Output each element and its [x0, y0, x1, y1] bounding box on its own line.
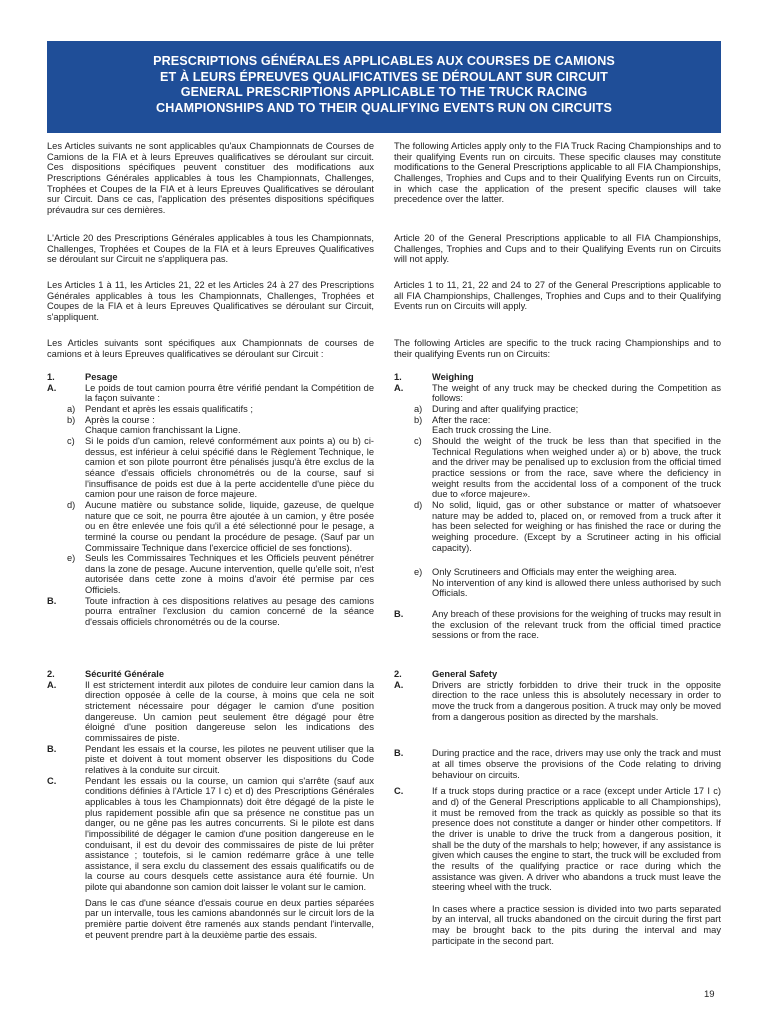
- fr-s1-e: e) Seuls les Commissaires Techniques et les Officiels peuvent pénétrer dans la zone de pesage. Aucune intervention, quelle qu'elle soit, n'est autorisée dans cette zone à moins d'avoir été permise par ces Officiels.: [67, 553, 374, 596]
- en-s1-e-cont: No intervention of any kind is allowed there unless authorised by such Officials.: [432, 577, 721, 599]
- fr-s1-heading: 1. Pesage: [47, 372, 118, 382]
- en-s1-heading: 1. Weighing: [394, 372, 474, 382]
- fr-intro-3: Les Articles 1 à 11, les Articles 21, 22 et les Articles 24 à 27 des Prescriptions Générales applicables à tous les Championnats, Challenges, Trophées et Coupes de la FIA et à leurs Epreuves Qualificatives se déroulant sur Circuit, s'appliquent.: [47, 280, 374, 322]
- en-intro-4: The following Articles are specific to the truck racing Championships and to their qualifying Events run on Circuits:: [394, 338, 721, 359]
- title-fr-line-2: ET À LEURS ÉPREUVES QUALIFICATIVES SE DÉROULANT SUR CIRCUIT: [160, 69, 608, 84]
- fr-section-2: [47, 669, 374, 940]
- en-s1-d: d) No solid, liquid, gas or other substance or matter of whatsoever nature may be added to, placed on, or removed from a truck after it has been selected for weighing or has finished the race or during the weighing procedure. (Except by a Scrutineer acting in his official capacity).: [414, 499, 721, 553]
- fr-intro-2: L'Article 20 des Prescriptions Générales applicables à tous les Championnats, Challenges, Trophées et Coupes de la FIA et à leurs Epreuves Qualificatives se déroulant sur Circuit ne s'appliquera pas.: [47, 233, 374, 265]
- en-s2-C: C. If a truck stops during practice or a race (except under Article 17 I c) and d) of the General Prescriptions applicable to all Championships), it must be removed from the track as quickly as possible so that its presence does not constitute a danger or hinder other competitors. If the driver is unable to drive the truck from a dangerous position, it shall be the duty of the marshals to help; however, if any assistance is given which causes the engine to start, the truck will be excluded from the results of the qualifying practice or race during which the assistance was given. A driver who abandons a truck must leave the steering wheel with the truck.: [394, 786, 721, 893]
- en-s2-heading: 2. General Safety: [394, 669, 498, 679]
- fr-s1-a: a) Pendant et après les essais qualificatifs ;: [67, 403, 253, 414]
- en-s2-A: A. Drivers are strictly forbidden to drive their truck in the opposite direction to the race unless this is absolutely necessary in order to move the truck from a dangerous position. A truck may only be moved from a dangerous position as directed by the marshals.: [394, 679, 721, 722]
- en-s2-C2: In cases where a practice session is divided into two parts separated by an interval, all trucks abandoned on the circuit during the first part may be brought back to the pits during the interval and may participate in the second part.: [432, 903, 721, 946]
- en-intro-1: The following Articles apply only to the FIA Truck Racing Championships and to their qualifying Events run on circuits. These specific clauses may constitute modifications to the General Prescriptions applicable to all FIA Championships, Challenges, Trophies and Cups and to their Qualifying Events run on Circuits, in which case the application of the present specific clauses will take precedence over the latter.: [394, 141, 721, 205]
- en-section-2: [394, 669, 721, 946]
- en-s1-b-cont: Each truck crossing the Line.: [432, 425, 552, 436]
- fr-s2-C2: Dans le cas d'une séance d'essais courue en deux parties séparées par un intervalle, tous les camions abandonnés sur le circuit lors de la première partie doivent être ramenés aux stands pendant l'intervalle, et peuvent prendre part à la deuxième partie des essais.: [85, 897, 374, 940]
- en-section-1: [394, 372, 721, 641]
- fr-s1-B: B. Toute infraction à ces dispositions relatives au pesage des camions pourra entraîner l'exclusion du camion concerné de la séance d'essais officiels chronométrés ou de la course.: [47, 595, 374, 628]
- en-s1-b: b) After the race:: [414, 414, 491, 425]
- fr-s1-b: b) Après la course :: [67, 414, 155, 425]
- title-banner: [47, 41, 721, 133]
- en-s1-B: B. Any breach of these provisions for the weighing of trucks may result in the exclusion of the relevant truck from the official timed practice sessions or from the race.: [394, 609, 721, 641]
- fr-intro-4: Les Articles suivants sont spécifiques aux Championnats de courses de camions et à leurs Epreuves qualificatives se déroulant sur Circuit :: [47, 338, 374, 359]
- fr-intro-1: Les Articles suivants ne sont applicables qu'aux Championnats de Courses de Camions de la FIA et à leurs Epreuves qualificatives se déroulant sur circuit. Ces dispositions spécifiques peuvent constituer des modifications aux Prescriptions Générales applicables à tous les Championnats, Challenges, Trophées et Coupes de la FIA et à leurs Epreuves Qualificatives se déroulant sur Circuit. Dans ce cas, l'application des présentes dispositions spécifiques prévaudra sur ces dernières.: [47, 141, 374, 215]
- en-s1-a: a) During and after qualifying practice;: [414, 403, 579, 414]
- title-en-line-2: CHAMPIONSHIPS AND TO THEIR QUALIFYING EVENTS RUN ON CIRCUITS: [156, 100, 612, 115]
- en-s1-A: A. The weight of any truck may be checked during the Competition as follows:: [394, 382, 721, 404]
- fr-s1-c: c) Si le poids d'un camion, relevé conformément aux points a) ou b) ci-dessus, est inférieur à celui spécifié dans le Règlement Technique, le camion et son pilote pourront être pénalisés jusqu'à être exclus de la séance d'essais officiels chronométrés ou de la course, sauf si l'insuffisance de poids est due à la perte accidentelle d'une pièce du camion pour une raison de force majeure.: [67, 435, 374, 500]
- fr-section-1: [47, 372, 374, 628]
- fr-s1-b-cont: Chaque camion franchissant la Ligne.: [85, 425, 241, 436]
- title-fr-line-1: PRESCRIPTIONS GÉNÉRALES APPLICABLES AUX COURSES DE CAMIONS: [153, 54, 615, 68]
- fr-s1-A: A. Le poids de tout camion pourra être vérifié pendant la Compétition de la façon suivante :: [47, 382, 374, 404]
- en-s1-c: c) Should the weight of the truck be less than that specified in the Technical Regulations when weighed under a) or b) above, the truck and the driver may be penalised up to exclusion from the official timed practice sessions or from the race, save where the deficiency in weight results from the accidental loss of a component of the truck due to «force majeure».: [414, 435, 721, 500]
- page-number: 19: [704, 989, 715, 1000]
- fr-s2-B: B. Pendant les essais et la course, les pilotes ne peuvent utiliser que la piste et doivent à tout moment observer les dispositions du Code relatives à la conduite sur circuit.: [47, 743, 374, 775]
- en-intro-2: Article 20 of the General Prescriptions applicable to all FIA Championships, Challenges, Trophies and Cups and to their Qualifying Events run on Circuits will not apply.: [394, 233, 721, 265]
- fr-s1-d: d) Aucune matière ou substance solide, liquide, gazeuse, de quelque nature que ce soit, ne pourra être ajoutée à un camion, y être posée ou en être enlevée une fois qu'il a été sélectionné pour le pesage, a terminé la course ou pendant la procédure de pesage. (Sauf par un Commissaire Technique dans l'exercice officiel de ses fonctions).: [67, 499, 374, 553]
- fr-s2-A: A. Il est strictement interdit aux pilotes de conduire leur camion dans la direction opposée à celle de la course, à moins que cela ne soit strictement nécessaire pour dégager le camion d'une position dangereuse. Un camion peut seulement être dégagé pour être éloigné d'une position dangereuse selon les indications des commissaires de piste.: [47, 679, 374, 743]
- en-s1-e: e) Only Scrutineers and Officials may enter the weighing area.: [414, 567, 677, 578]
- fr-s2-C: C. Pendant les essais ou la course, un camion qui s'arrête (sauf aux conditions définies à l'Article 17 I c) et d) des Prescriptions Générales applicables à tous les Championnats) doit être dégagé de la piste le plus rapidement possible afin que sa présence ne constitue pas un danger, ou ne gêne pas les autres concurrents. Si le pilote est dans l'impossibilité de dégager le camion d'une position dangereuse en le conduisant, il est du devoir des commissaires de piste de lui prêter assistance ; toutefois, si le camion redémarre grâce à une telle assistance, il sera exclu du classement des essais qualificatifs ou de la course au cours desquels cette assistance aura été fournie. Un pilote qui abandonne son camion doit laisser le volant sur le camion.: [47, 775, 374, 893]
- fr-s2-heading: 2. Sécurité Générale: [47, 669, 165, 679]
- en-intro-3: Articles 1 to 11, 21, 22 and 24 to 27 of the General Prescriptions applicable to all FIA Championships, Challenges, Trophies and Cups and to their Qualifying Events run on Circuits will apply.: [394, 280, 721, 312]
- title-en-line-1: GENERAL PRESCRIPTIONS APPLICABLE TO THE TRUCK RACING: [180, 85, 588, 99]
- en-s2-B: B. During practice and the race, drivers may use only the track and must at all times observe the provisions of the Code relating to driving behaviour on circuits.: [394, 748, 721, 780]
